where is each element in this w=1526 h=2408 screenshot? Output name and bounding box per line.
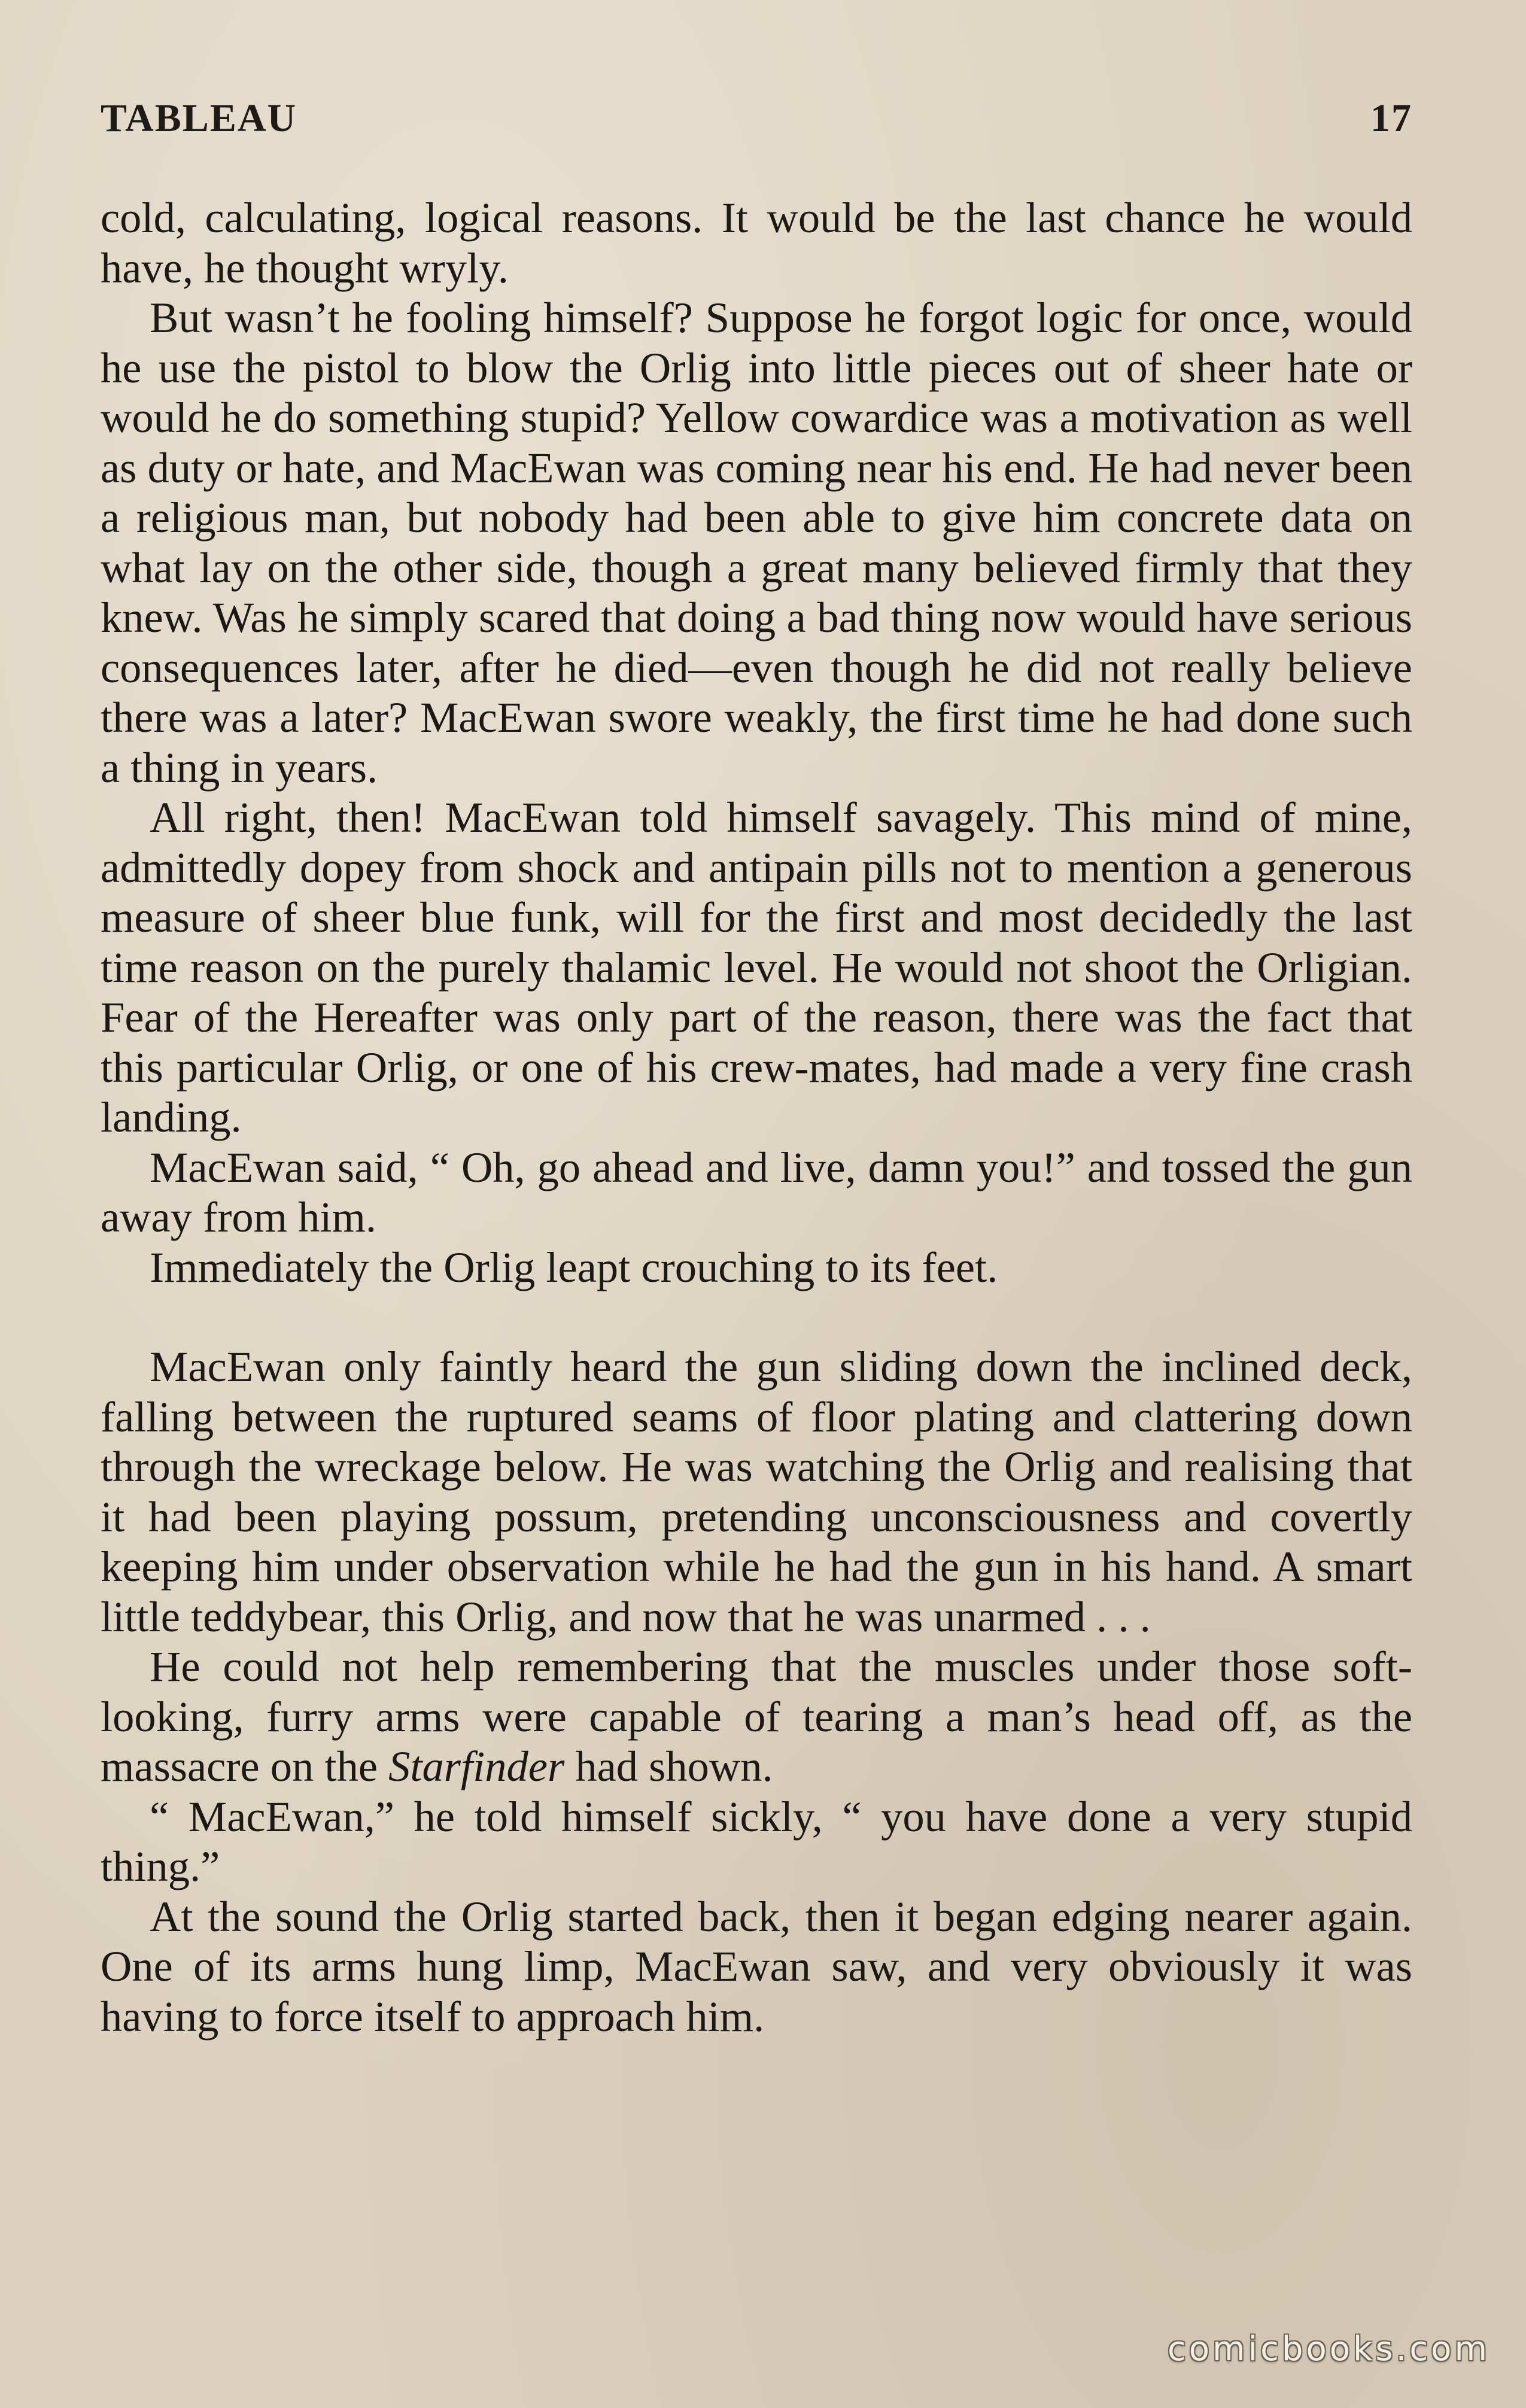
paragraph-starfinder — [101, 1641, 1412, 1792]
paragraph: All right, then! MacEwan told himself savagely. This mind of mine, admittedly dopey from shock and antipain pills not to mention a generous measure of sheer blue funk, will for the first and most decidedly the last time reason on the purely thalamic level. He would not shoot the Orligian. Fear of the Hereafter was only part of the reason, there was the fact that this particular Orlig, or one of his crew-mates, had made a very fine crash landing. — [101, 793, 1412, 1141]
text-after-ship-name: had shown. — [564, 1742, 773, 1790]
running-title: TABLEAU — [101, 96, 297, 140]
running-head — [101, 96, 1412, 156]
body-text — [101, 193, 1412, 2041]
text-before-ship-name: He could not help remembering that the muscles under those soft-looking, furry arms were capable of tearing a man’s head off, as the massacre on the — [101, 1642, 1412, 1790]
ship-name: Starfinder — [388, 1742, 565, 1790]
paragraph-continued: cold, calculating, logical reasons. It would be the last chance he would have, he thought wryly. — [101, 193, 1412, 292]
paragraph: “ MacEwan,” he told himself sickly, “ you have done a very stupid thing.” — [101, 1792, 1412, 1890]
paragraph: Immediately the Orlig leapt crouching to its feet. — [150, 1242, 998, 1291]
paragraph: MacEwan said, “ Oh, go ahead and live, damn you!” and tossed the gun away from him. — [101, 1142, 1412, 1241]
paragraph: At the sound the Orlig started back, then it began edging nearer again. One of its arms hung limp, MacEwan saw, and very obviously it was having to force itself to approach him. — [101, 1892, 1412, 2041]
site-watermark: comicbooks.com — [1167, 2330, 1490, 2369]
paragraph: But wasn’t he fooling himself? Suppose he forgot logic for once, would he use the pistol to blow the Orlig into little pieces out of sheer hate or would he do something stupid? Yellow cowardice was a motivation as well as duty or hate, and MacEwan was coming near his end. He had never been a religious man, but nobody had been able to give him concrete data on what lay on the other side, though a great many believed firmly that they knew. Was he simply scared that doing a bad thing now would have serious consequences later, after he died—even though he did not really believe there was a later? MacEwan swore weakly, the first time he had done such a thing in years. — [101, 293, 1412, 792]
page-number: 17 — [1370, 96, 1412, 140]
paragraph-section-start: MacEwan only faintly heard the gun sliding down the inclined deck, falling between the ruptured seams of floor plating and clattering down through the wreckage below. He was watching the Orlig and realising that it had been playing possum, pretending unconsciousness and covertly keeping him under observation while he had the gun in his hand. A smart little teddybear, this Orlig, and now that he was unarmed . . . — [101, 1342, 1412, 1641]
